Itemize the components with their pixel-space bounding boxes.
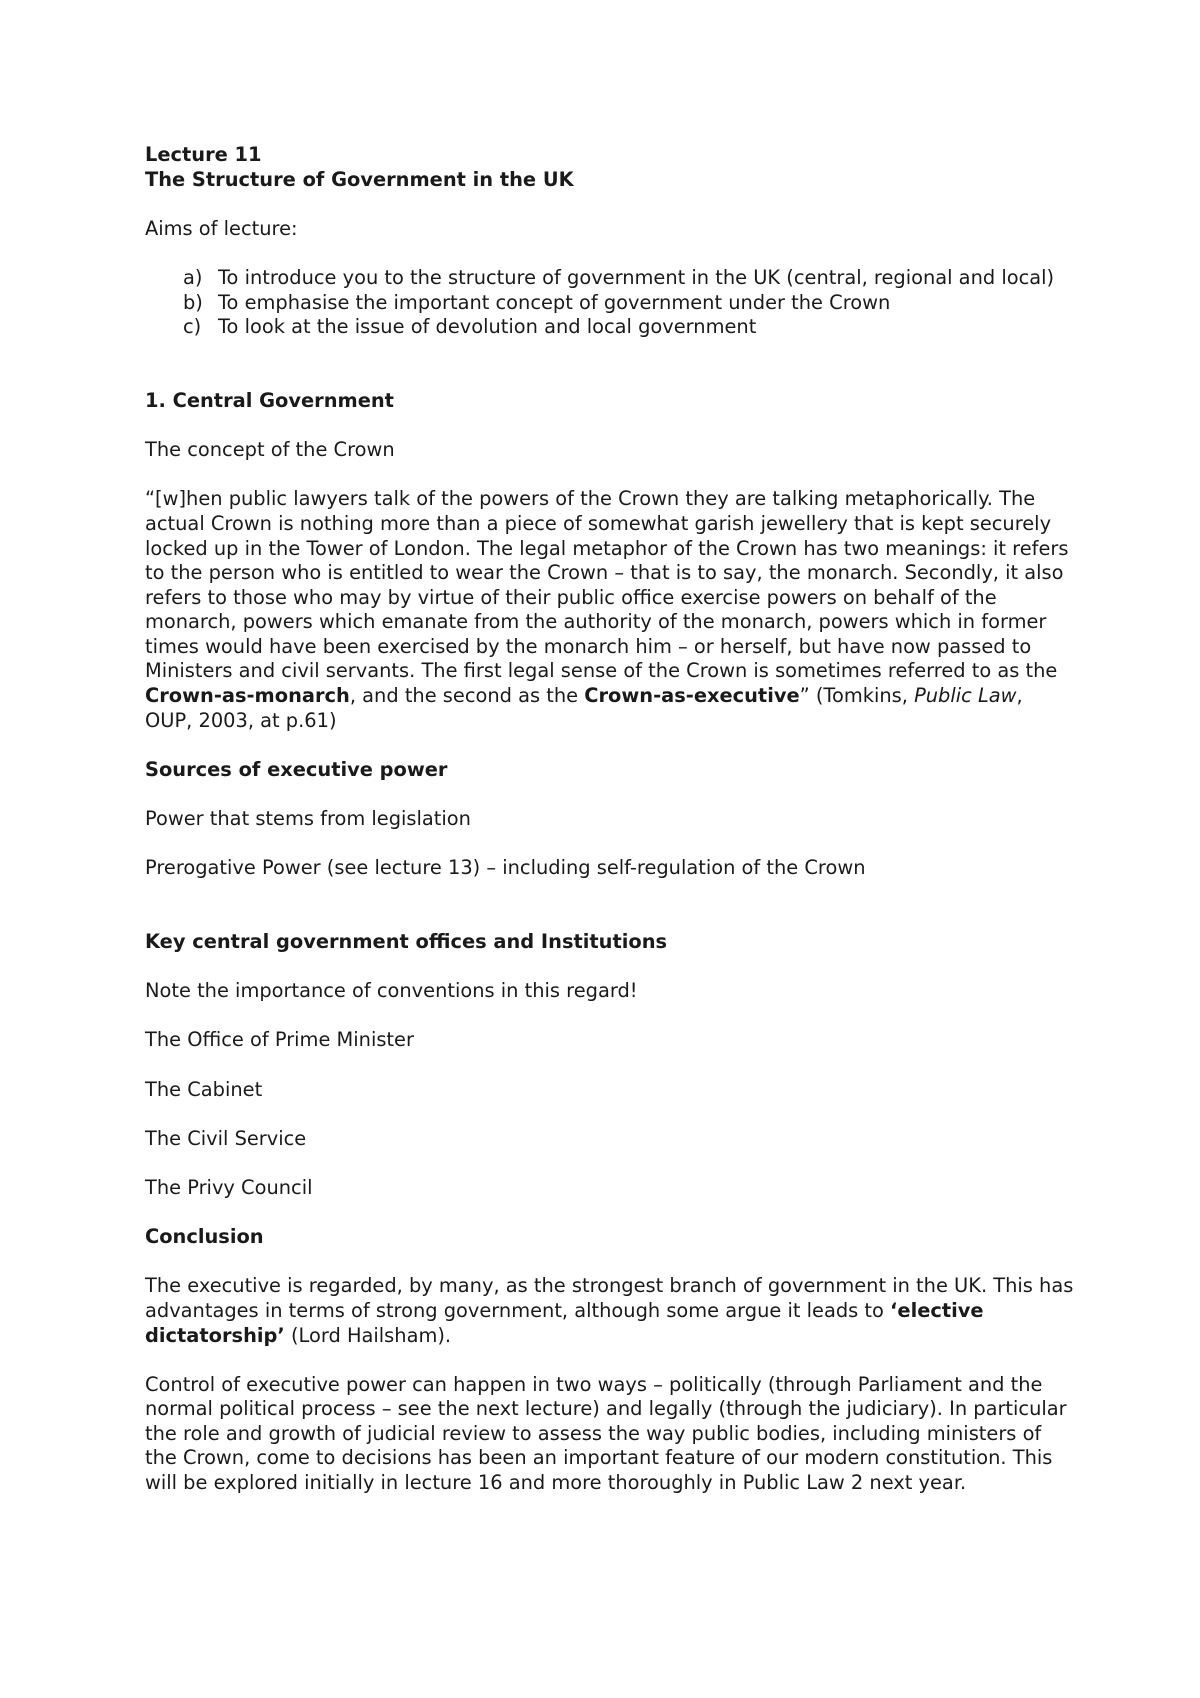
quote-citation-end: , OUP, 2003, at p.61) [145, 684, 1023, 732]
list-item-text: To emphasise the important concept of government under the Crown [218, 290, 891, 314]
section-heading-conclusion: Conclusion [145, 1225, 264, 1249]
term-elective-dictatorship: ‘elective dictatorship’ [145, 1298, 984, 1347]
office-item: The Cabinet [145, 1077, 263, 1101]
document-body [145, 143, 1075, 1496]
list-marker: b) [183, 290, 203, 314]
citation-title: Public Law [914, 684, 1017, 708]
office-item: The Privy Council [145, 1175, 313, 1199]
conclusion-paragraph-1 [145, 1274, 1075, 1348]
office-item: The Office of Prime Minister [145, 1028, 414, 1052]
list-item [145, 266, 1075, 291]
paragraph-text: (Lord Hailsham). [284, 1323, 452, 1347]
quote-text: , and the second as the [349, 684, 585, 708]
crown-quote-paragraph [145, 487, 1075, 733]
list-item-text: To introduce you to the structure of government in the UK (central, regional and local) [218, 265, 1055, 289]
quote-term-crown-as-monarch: Crown-as-monarch [145, 684, 350, 708]
conclusion-paragraph-2: Control of executive power can happen in two ways – politically (through Parliament and the normal political process – see the next lecture) and legally (through the judiciary). In particular the role and growth of judicial review to assess the way public bodies, including ministers of the Crown, come to decisions has been an important feature of our modern constitution. This will be explored initially in lecture 16 and more thoroughly in Public Law 2 next year. [145, 1372, 1067, 1495]
source-item: Prerogative Power (see lecture 13) – including self-regulation of the Crown [145, 856, 866, 880]
source-item: Power that stems from legislation [145, 807, 471, 831]
list-item-text: To look at the issue of devolution and local government [218, 315, 757, 339]
lecture-number: Lecture 11 [145, 143, 262, 166]
quote-citation: ” (Tomkins, [799, 684, 915, 708]
concept-subheading: The concept of the Crown [145, 438, 395, 462]
office-item: The Civil Service [145, 1126, 307, 1150]
section-heading-central-government: 1. Central Government [145, 388, 394, 412]
list-item [145, 315, 1075, 340]
list-item [145, 291, 1075, 316]
aims-list [145, 266, 1075, 340]
page-title: The Structure of Government in the UK [145, 167, 574, 191]
quote-text: “[w]hen public lawyers talk of the powers of the Crown they are talking metaphorically. The actual Crown is nothing more than a piece of somewhat garish jewellery that is kept securely locked up in the Tower of London. The legal metaphor of the Crown has two meanings: it refers to the person who is entitled to wear the Crown – that is to say, the monarch. Secondly, it also refers to those who may by virtue of their public office exercise powers on behalf of the monarch, powers which emanate from the authority of the monarch, powers which in former times would have been exercised by the monarch him – or herself, but have now passed to Ministers and civil servants. The first legal sense of the Crown is sometimes referred to as the [145, 487, 1069, 683]
aims-heading: Aims of lecture: [145, 216, 298, 240]
offices-note: Note the importance of conventions in this regard! [145, 979, 638, 1003]
section-heading-sources: Sources of executive power [145, 757, 448, 781]
section-heading-offices: Key central government offices and Institutions [145, 930, 668, 953]
list-marker: a) [183, 265, 203, 289]
paragraph-text: The executive is regarded, by many, as the strongest branch of government in the UK. This has advantages in terms of strong government, although some argue it leads to [145, 1274, 1074, 1322]
quote-term-crown-as-executive: Crown-as-executive [584, 684, 800, 708]
list-marker: c) [183, 315, 202, 339]
